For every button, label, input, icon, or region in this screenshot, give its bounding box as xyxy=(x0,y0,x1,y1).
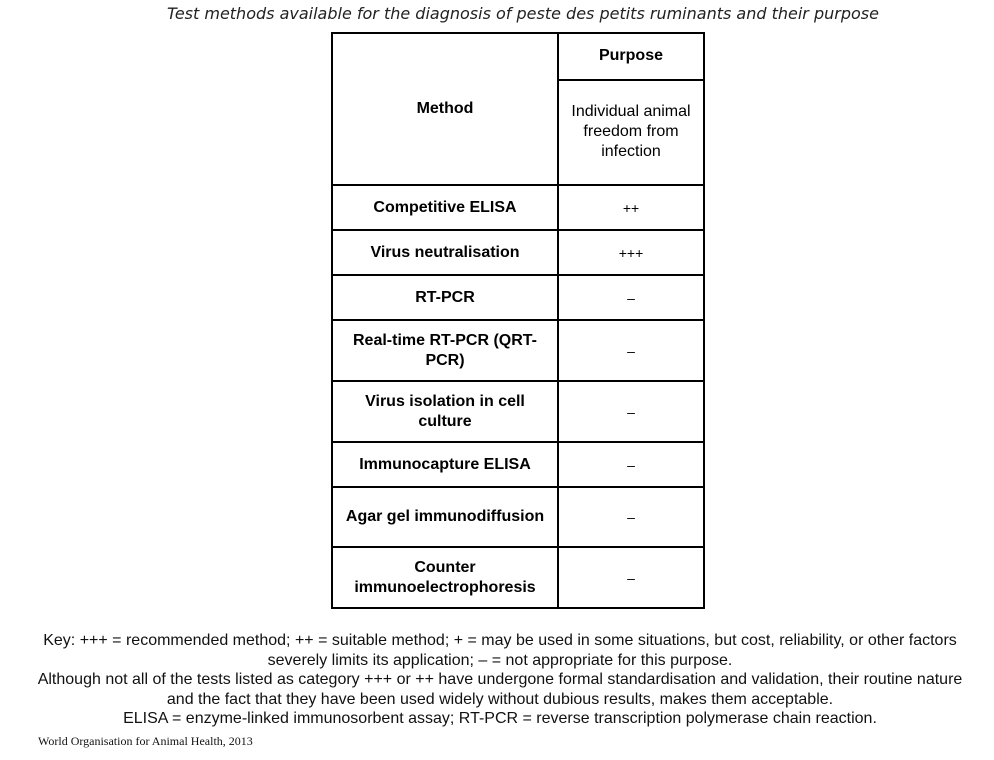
rating-cell: – xyxy=(558,487,704,547)
table-row xyxy=(332,230,704,275)
table-row xyxy=(332,547,704,608)
method-cell: Virus isolation in cell culture xyxy=(332,381,558,442)
purpose-subheader: Individual animal freedom from infection xyxy=(558,80,704,185)
footnotes xyxy=(32,631,968,729)
table-row xyxy=(332,381,704,442)
rating-cell: – xyxy=(558,442,704,487)
method-cell: Real-time RT-PCR (QRT-PCR) xyxy=(332,320,558,381)
table-row xyxy=(332,185,704,230)
methods-table xyxy=(331,32,705,609)
header-row xyxy=(332,33,704,80)
table-row xyxy=(332,487,704,547)
rating-cell: +++ xyxy=(558,230,704,275)
rating-cell: – xyxy=(558,275,704,320)
rating-cell: – xyxy=(558,381,704,442)
table-row xyxy=(332,442,704,487)
method-cell: Competitive ELISA xyxy=(332,185,558,230)
table-row xyxy=(332,275,704,320)
rating-cell: – xyxy=(558,320,704,381)
method-cell: Immunocapture ELISA xyxy=(332,442,558,487)
purpose-column-header: Purpose xyxy=(558,33,704,80)
method-cell: Agar gel immunodiffusion xyxy=(332,487,558,547)
rating-cell: – xyxy=(558,547,704,608)
table-row xyxy=(332,320,704,381)
method-column-header: Method xyxy=(332,33,558,185)
method-cell: Virus neutralisation xyxy=(332,230,558,275)
rating-cell: ++ xyxy=(558,185,704,230)
table-title: Test methods available for the diagnosis of peste des petits ruminants and their purpose xyxy=(167,4,879,23)
source-credit: World Organisation for Animal Health, 2013 xyxy=(38,734,253,748)
method-cell: RT-PCR xyxy=(332,275,558,320)
key-footnote: Key: +++ = recommended method; ++ = suitable method; + = may be used in some situations, but cost, reliability, or other factors severely limits its application; – = not appropriate for this purpose. xyxy=(43,632,957,669)
method-cell: Counter immunoelectrophoresis xyxy=(332,547,558,608)
standardisation-footnote: Although not all of the tests listed as category +++ or ++ have undergone formal standardisation and validation, their routine nature and the fact that they have been used widely without dubious results, makes them acceptable. xyxy=(37,671,963,708)
abbreviations-footnote: ELISA = enzyme-linked immunosorbent assay; RT-PCR = reverse transcription polymerase chain reaction. xyxy=(123,710,877,727)
